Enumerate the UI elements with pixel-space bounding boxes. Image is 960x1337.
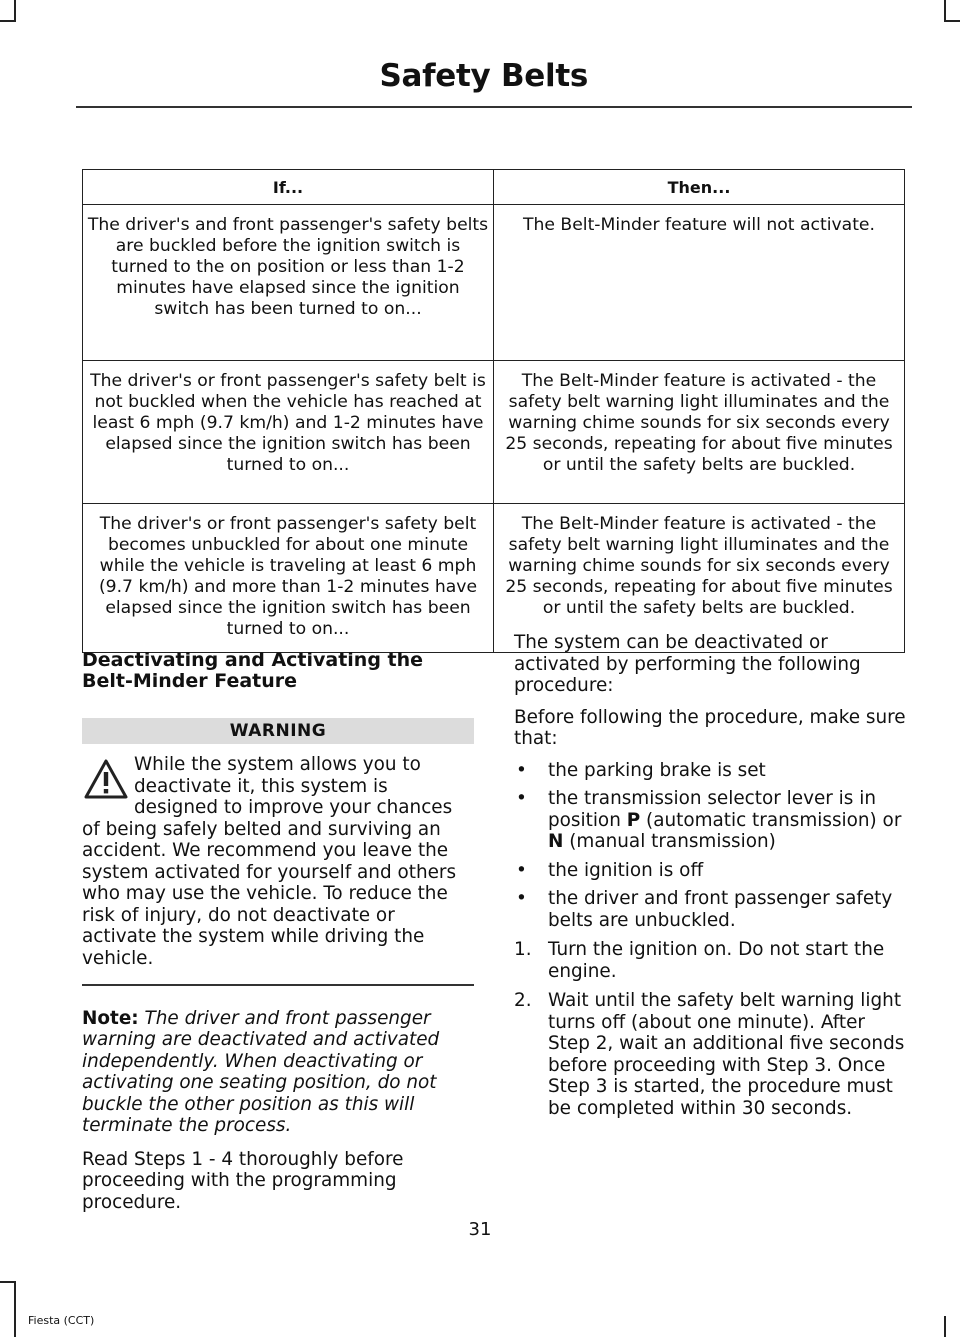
list-item <box>514 990 907 1119</box>
step-text: Wait until the safety belt warning light turns off (about one minute). After Step 2, wait an additional five seconds before proceeding with Step 3. Once Step 3 is started, the procedure must be completed within 30 seconds. <box>548 990 905 1119</box>
warning-text: While the system allows you to deactivate it, this system is designed to improve your chances of being safely belted and surviving an accident. We recommend you leave the system activated for yourself and others who may use the vehicle. To reduce the risk of injury, do not deactivate or activate the system while driving the vehicle. <box>82 754 457 969</box>
note-text: The driver and front passenger warning are deactivated and activated independently. When deactivating or activating one seating position, do not buckle the other position as this will terminate the process. <box>82 1007 440 1136</box>
precondition-list <box>514 760 907 932</box>
table-cell-if: The driver's or front passenger's safety belt is not buckled when the vehicle has reached at least 6 mph (9.7 km/h) and 1-2 minutes have elapsed since the ignition switch has been turned to on... <box>83 361 494 504</box>
crop-mark <box>944 20 960 22</box>
header-divider <box>76 106 912 108</box>
table-row <box>83 361 905 504</box>
step-number: 1. <box>514 939 532 960</box>
intro-text: The system can be deactivated or activated by performing the following procedure: <box>514 632 861 696</box>
page-number: 31 <box>468 1219 492 1240</box>
table-row <box>83 504 905 653</box>
page-title: Safety Belts <box>379 58 588 94</box>
before-text: Before following the procedure, make sure that: <box>514 706 906 749</box>
table-cell-then: The Belt-Minder feature will not activate. <box>494 205 905 361</box>
crop-mark <box>944 1316 946 1337</box>
warning-divider <box>82 984 474 986</box>
crop-mark <box>14 0 16 20</box>
gear-n-letter: N <box>548 831 564 852</box>
gear-p-letter: P <box>626 809 641 831</box>
table-cell-if: The driver's or front passenger's safety belt becomes unbuckled for about one minute while the vehicle is traveling at least 6 mph (9.7 km/h) and more than 1-2 minutes have elapsed since the ignition switch has been turned to on... <box>83 504 494 653</box>
section-heading: Deactivating and Activating the Belt-Minder Feature <box>82 649 424 692</box>
procedure-steps <box>514 939 907 1119</box>
list-item <box>514 788 907 853</box>
table-cell-then: The Belt-Minder feature is activated - the safety belt warning light illuminates and the warning chime sounds for six seconds every 25 seconds, repeating for about five minutes or until the safety belts are buckled. <box>494 504 905 653</box>
list-item: • the driver and front passenger safety belts are unbuckled. <box>514 888 907 931</box>
footer-model: Fiesta (CCT) <box>28 1314 95 1327</box>
crop-mark <box>944 0 946 20</box>
table-header-row <box>83 170 905 205</box>
note-label: Note: <box>82 1007 139 1029</box>
warning-box <box>82 752 474 969</box>
warning-label: WARNING <box>82 718 474 744</box>
list-item-text: (manual transmission) <box>563 831 776 852</box>
step-text: Turn the ignition on. Do not start the engine. <box>548 939 885 982</box>
list-item <box>514 939 907 982</box>
warning-triangle-icon <box>82 756 130 804</box>
left-column <box>82 650 474 1225</box>
right-column <box>514 632 907 1127</box>
step-number: 2. <box>514 990 532 1011</box>
crop-mark <box>14 1281 16 1337</box>
table-cell-if: The driver's and front passenger's safety belts are buckled before the ignition switch is turned to the on position or less than 1-2 minutes have elapsed since the ignition switch has been turned to on... <box>83 205 494 361</box>
list-item: • the parking brake is set <box>514 760 907 782</box>
table-header-then: Then... <box>494 170 905 205</box>
crop-mark <box>0 20 16 22</box>
note <box>82 1008 474 1137</box>
read-steps-text: Read Steps 1 - 4 thoroughly before proceeding with the programming procedure. <box>82 1148 404 1213</box>
table-cell-then: The Belt-Minder feature is activated - the safety belt warning light illuminates and the warning chime sounds for six seconds every 25 seconds, repeating for about five minutes or until the safety belts are buckled. <box>494 361 905 504</box>
list-item-text: the transmission selector lever is in position <box>548 788 876 831</box>
list-item-text: (automatic transmission) or <box>640 809 902 831</box>
table-header-if: If... <box>83 170 494 205</box>
table-row <box>83 205 905 361</box>
belt-minder-table <box>82 169 905 653</box>
list-item: • the ignition is off <box>514 860 907 882</box>
